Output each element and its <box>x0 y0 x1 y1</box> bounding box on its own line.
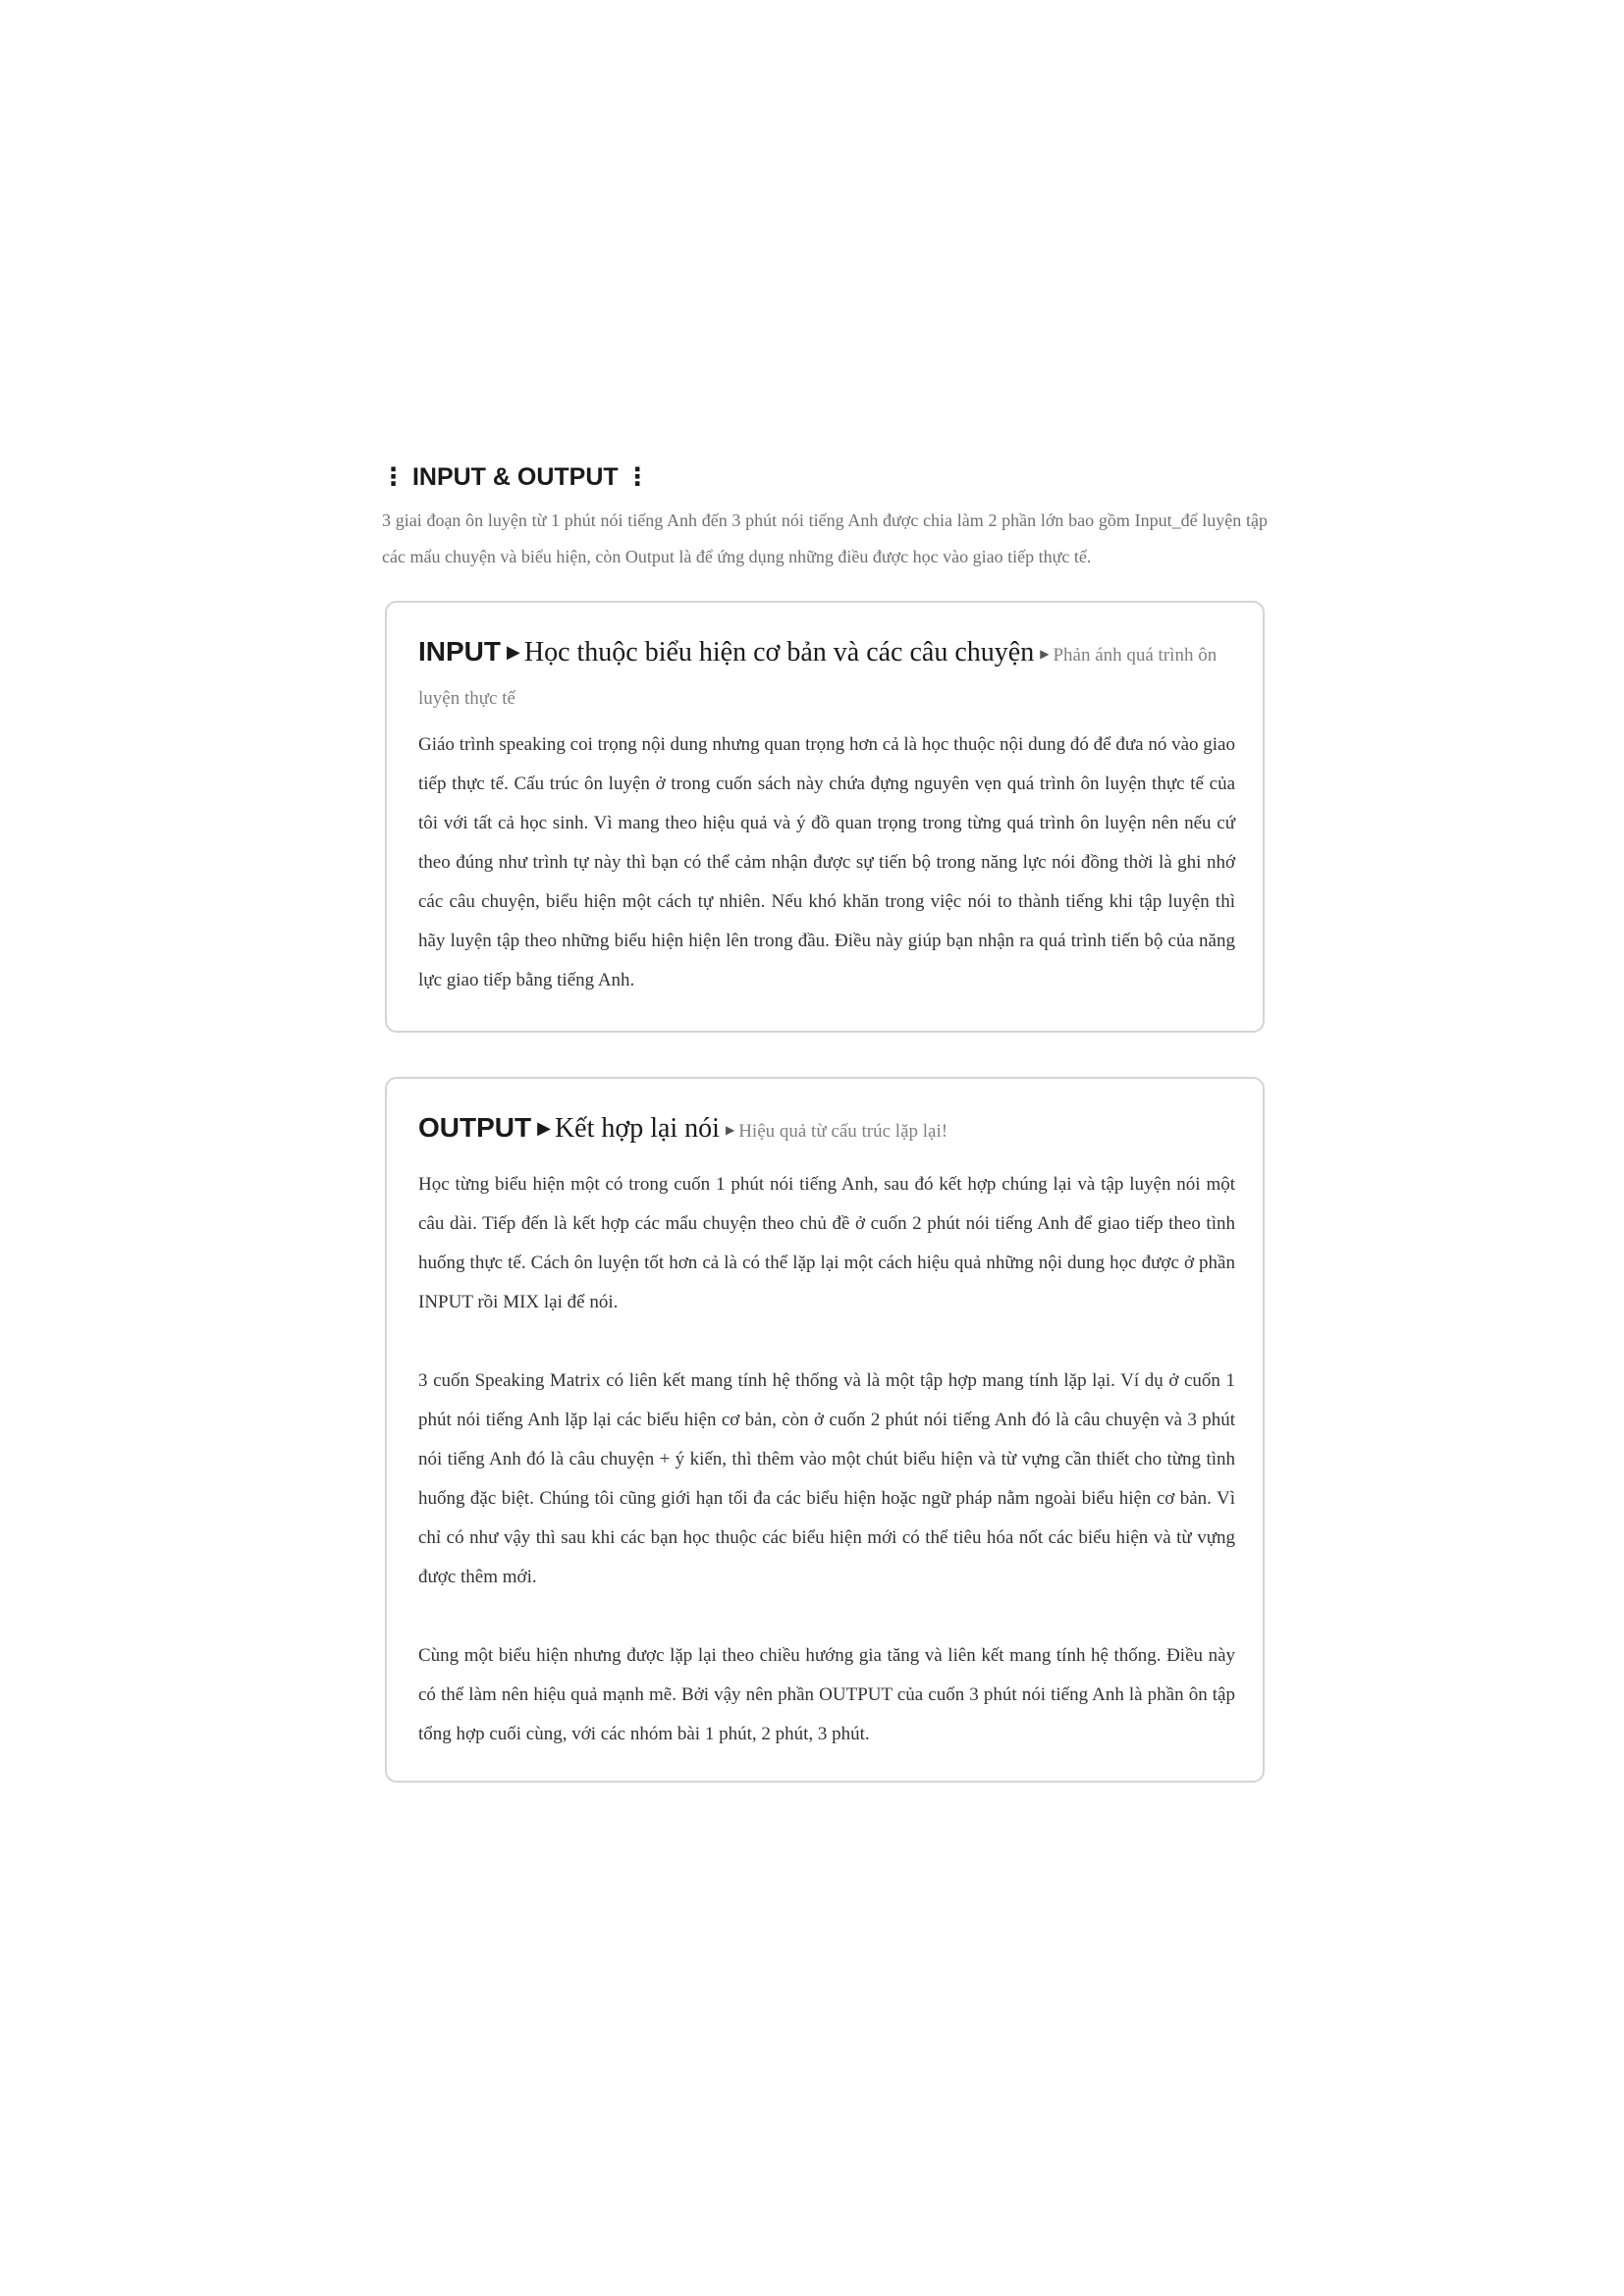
vertical-dots-icon-left: ⋮ <box>381 463 406 491</box>
triangle-arrow-icon: ▶ <box>537 1118 551 1139</box>
small-arrow-icon: ▶ <box>725 1123 735 1137</box>
input-subheading: Phản ánh quá trình ôn luyện thực tế <box>418 645 1218 709</box>
output-keyword: OUTPUT <box>418 1112 532 1143</box>
section-title: INPUT & OUTPUT <box>411 463 619 491</box>
intro-paragraph: 3 giai đoạn ôn luyện từ 1 phút nói tiếng Anh đến 3 phút nói tiếng Anh được chia làm 2 phần lớn bao gồm Input_để luyện tập các mẩu chuyện và biểu hiện, còn Output là để ứng dụng những điều được học vào giao tiếp thực tế. <box>382 510 1268 566</box>
output-heading: Kết hợp lại nói <box>554 1113 720 1144</box>
output-body-paragraph-2: 3 cuốn Speaking Matrix có liên kết mang tính hệ thống và là một tập hợp mang tính lặp lại. Ví dụ ở cuốn 1 phút nói tiếng Anh lặp lại các biểu hiện cơ bản, còn ở cuốn 2 phút nói tiếng Anh đó là câu chuyện và 3 phút nói tiếng Anh đó là câu chuyện + ý kiến, thì thêm vào một chút biểu hiện và từ vựng cần thiết cho từng tình huống đặc biệt. Chúng tôi cũng giới hạn tối đa các biểu hiện hoặc ngữ pháp nằm ngoài biểu hiện cơ bản. Vì chỉ có như vậy thì sau khi các bạn học thuộc các biểu hiện mới có thể tiêu hóa nốt các biểu hiện và từ vựng được thêm mới. <box>418 1370 1235 1587</box>
input-keyword: INPUT <box>418 636 501 667</box>
vertical-dots-icon-right: ⋮ <box>624 463 650 491</box>
triangle-arrow-icon: ▶ <box>507 642 520 663</box>
input-card-title-row <box>418 632 1233 719</box>
output-body-paragraph-3: Cùng một biểu hiện nhưng được lặp lại theo chiều hướng gia tăng và liên kết mang tính hệ thống. Điều này có thể làm nên hiệu quả mạnh mẽ. Bởi vậy nên phần OUTPUT của cuốn 3 phút nói tiếng Anh là phần ôn tập tổng hợp cuối cùng, với các nhóm bài 1 phút, 2 phút, 3 phút. <box>418 1645 1235 1744</box>
output-subheading: Hiệu quả từ cấu trúc lặp lại! <box>738 1121 948 1142</box>
section-header <box>381 462 650 492</box>
output-card <box>385 1077 1265 1783</box>
input-card-body <box>418 725 1235 1000</box>
small-arrow-icon: ▶ <box>1040 647 1050 661</box>
input-card <box>385 601 1265 1033</box>
input-heading: Học thuộc biểu hiện cơ bản và các câu chuyện <box>523 637 1035 667</box>
output-body-paragraph-1: Học từng biểu hiện một có trong cuốn 1 phút nói tiếng Anh, sau đó kết hợp chúng lại và tập luyện nói một câu dài. Tiếp đến là kết hợp các mẩu chuyện theo chủ đề ở cuốn 2 phút nói tiếng Anh để giao tiếp theo tình huống thực tế. Cách ôn luyện tốt hơn cả là có thể lặp lại một cách hiệu quả những nội dung học được ở phần INPUT rồi MIX lại để nói. <box>418 1174 1235 1312</box>
output-card-body <box>418 1165 1235 1754</box>
output-card-title-row <box>418 1108 1233 1152</box>
input-body-paragraph: Giáo trình speaking coi trọng nội dung nhưng quan trọng hơn cả là học thuộc nội dung đó để đưa nó vào giao tiếp thực tế. Cấu trúc ôn luyện ở trong cuốn sách này chứa đựng nguyên vẹn quá trình ôn luyện thực tế của tôi với tất cả học sinh. Vì mang theo hiệu quả và ý đồ quan trọng trong từng quá trình ôn luyện nên nếu cứ theo đúng như trình tự này thì bạn có thể cảm nhận được sự tiến bộ trong năng lực nói đồng thời là ghi nhớ các câu chuyện, biểu hiện một cách tự nhiên. Nếu khó khăn trong việc nói to thành tiếng khi tập luyện thì hãy luyện tập theo những biểu hiện hiện lên trong đầu. Điều này giúp bạn nhận ra quá trình tiến bộ của năng lực giao tiếp bằng tiếng Anh. <box>418 734 1235 990</box>
